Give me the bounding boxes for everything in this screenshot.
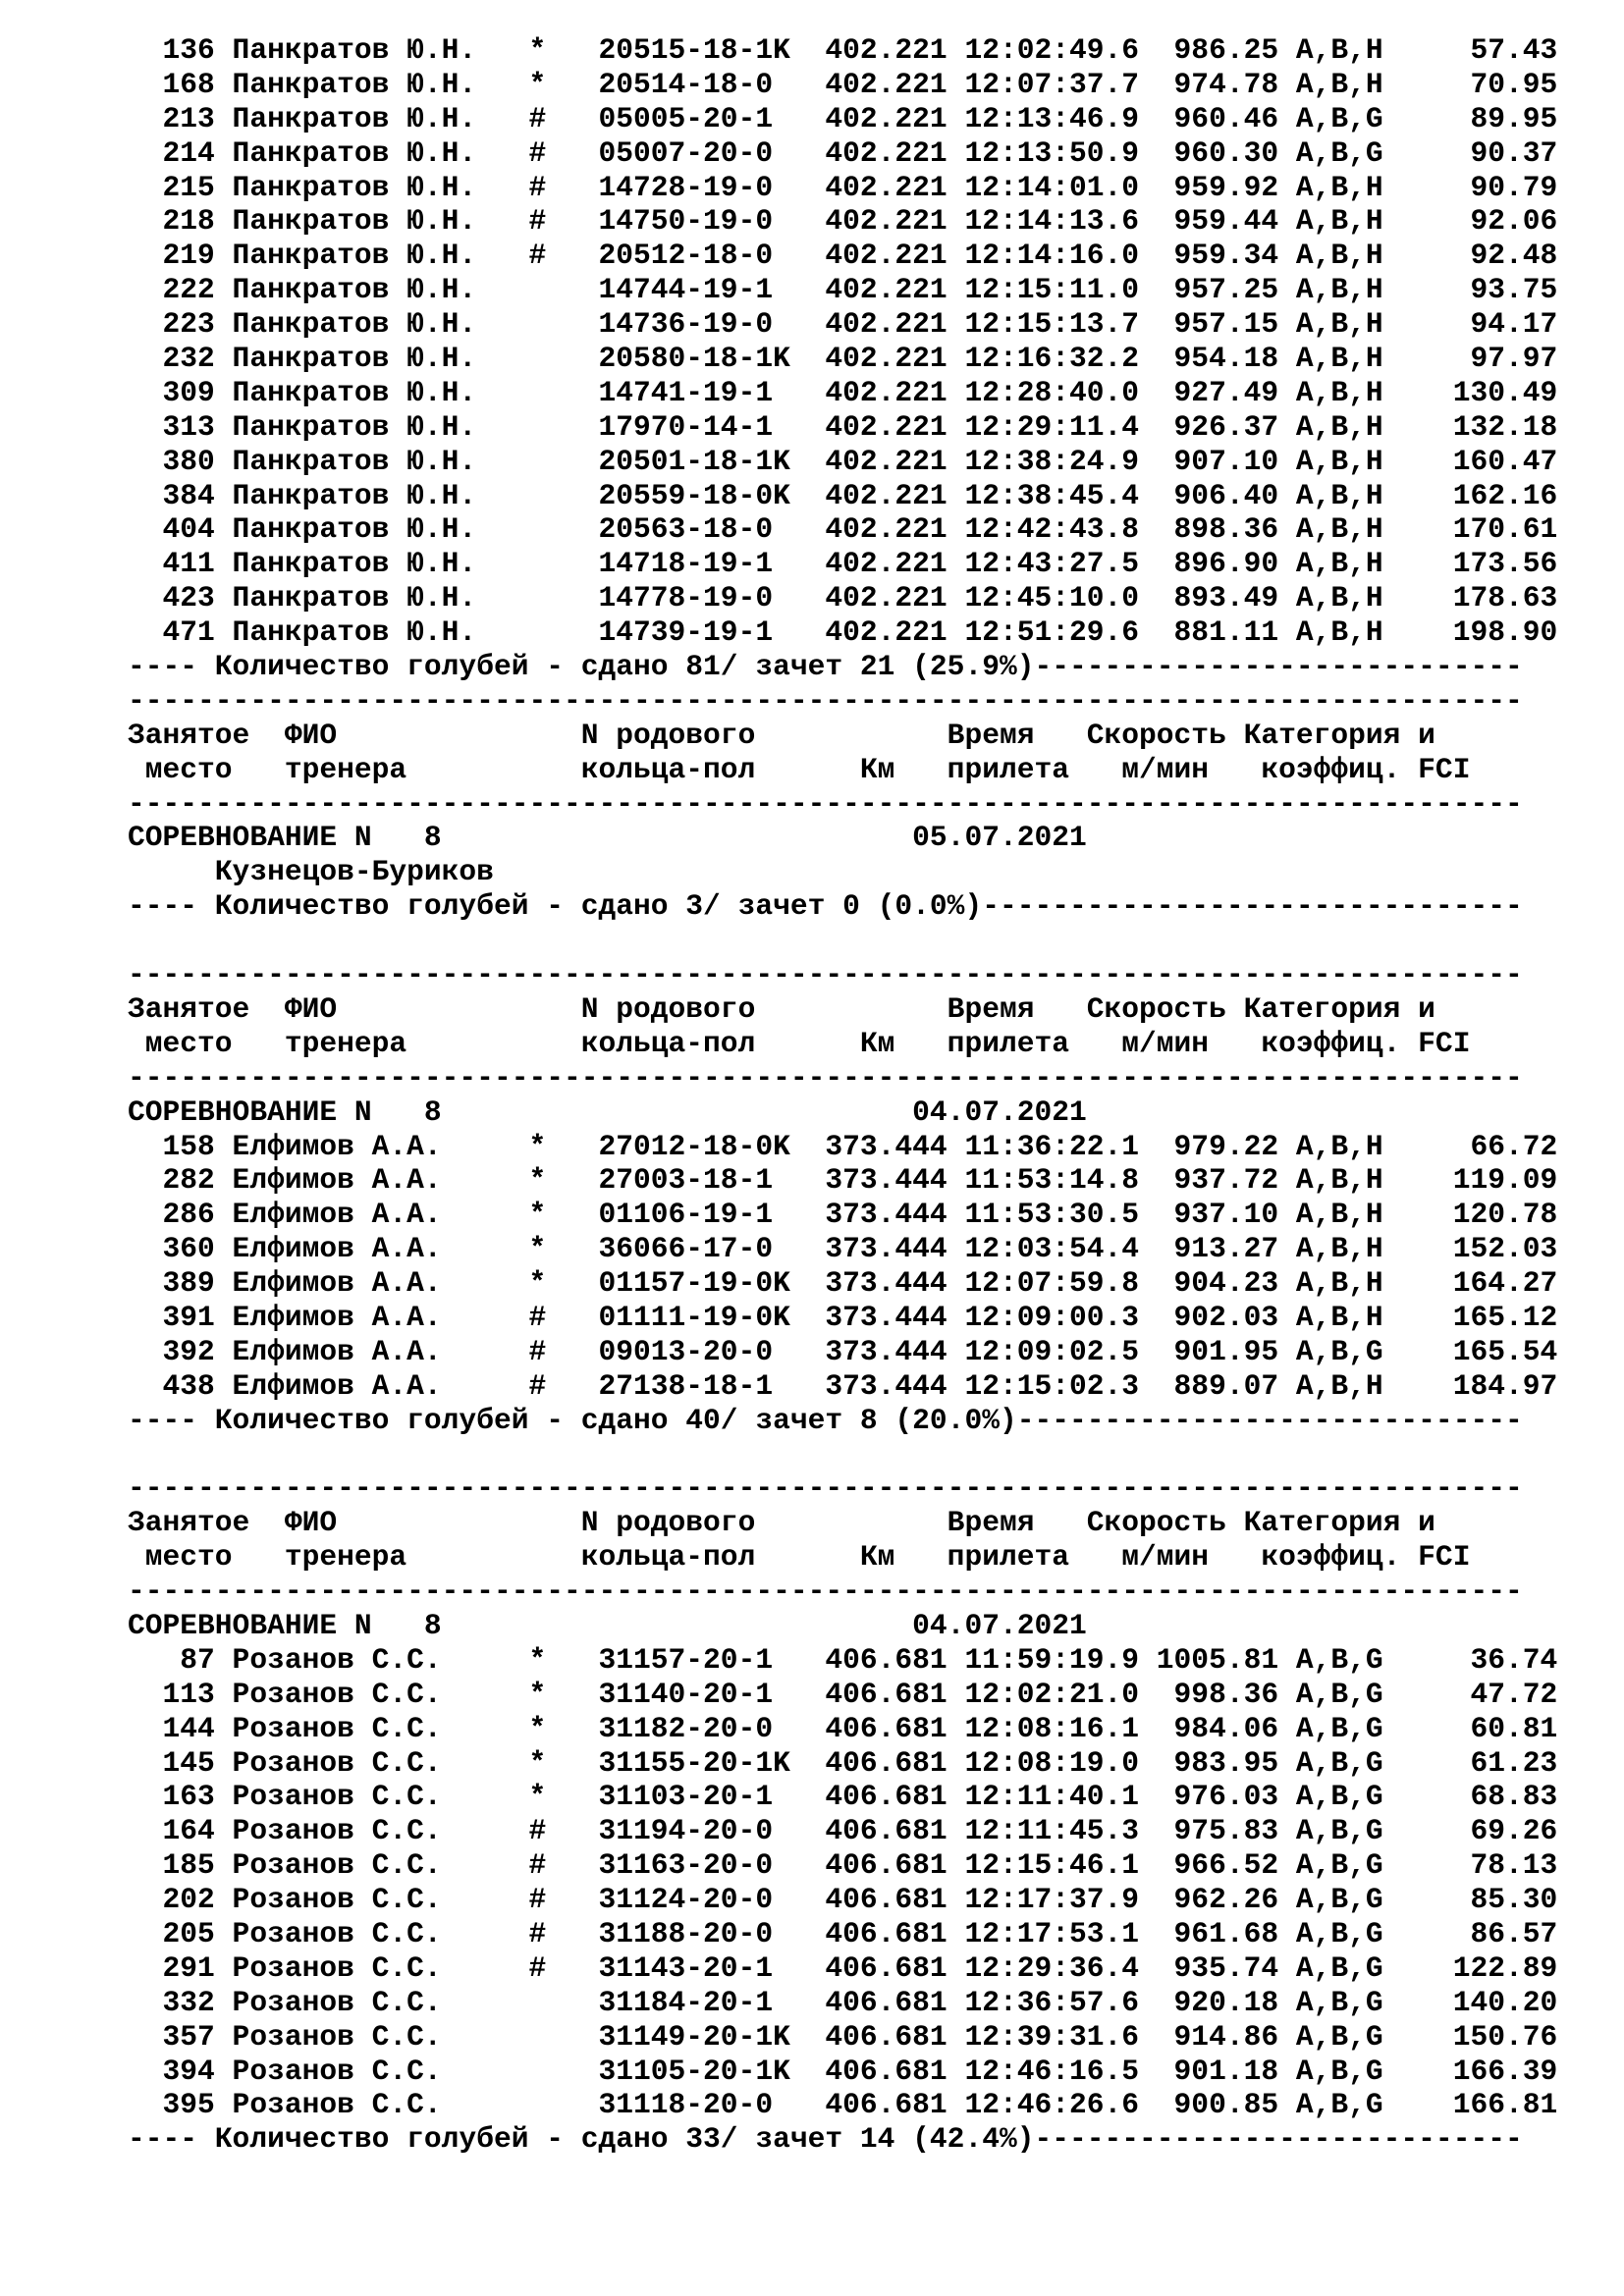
report-line: 395 Розанов С.С. 31118-20-0 406.681 12:46:26.6 900.85 A,B,G 166.81 <box>128 2088 1558 2122</box>
report-line: 144 Розанов С.С. * 31182-20-0 406.681 12:08:16.1 984.06 A,B,G 60.81 <box>128 1711 1558 1745</box>
report-line: Кузнецов-Буриков <box>128 855 494 889</box>
report-line: 286 Елфимов А.А. * 01106-19-1 373.444 11:53:30.5 937.10 A,B,H 120.78 <box>128 1198 1558 1232</box>
report-line: 202 Розанов С.С. # 31124-20-0 406.681 12:17:37.9 962.26 A,B,G 85.30 <box>128 1883 1558 1917</box>
report-line: 222 Панкратов Ю.Н. 14744-19-1 402.221 12:15:11.0 957.25 A,B,H 93.75 <box>128 273 1558 307</box>
report-line: 232 Панкратов Ю.Н. 20580-18-1K 402.221 12:16:32.2 954.18 A,B,H 97.97 <box>128 342 1558 376</box>
blank-line <box>128 1438 1557 1472</box>
report-line: 392 Елфимов А.А. # 09013-20-0 373.444 12:09:02.5 901.95 A,B,G 165.54 <box>128 1334 1558 1368</box>
report-line: ---- Количество голубей - сдано 40/ зачет 8 (20.0%)----------------------------- <box>128 1403 1523 1437</box>
report-line: -------------------------------------------------------------------------------- <box>128 958 1523 992</box>
report-line: 423 Панкратов Ю.Н. 14778-19-0 402.221 12:45:10.0 893.49 A,B,H 178.63 <box>128 581 1558 615</box>
report-line: 332 Розанов С.С. 31184-20-1 406.681 12:36:57.6 920.18 A,B,G 140.20 <box>128 1985 1558 2019</box>
report-line: СОРЕВНОВАНИЕ N 8 05.07.2021 <box>128 821 1087 855</box>
report-line: -------------------------------------------------------------------------------- <box>128 1471 1523 1506</box>
report-line: 313 Панкратов Ю.Н. 17970-14-1 402.221 12:29:11.4 926.37 A,B,H 132.18 <box>128 409 1558 444</box>
results-report <box>128 33 1557 2157</box>
report-line: 357 Розанов С.С. 31149-20-1K 406.681 12:39:31.6 914.86 A,B,G 150.76 <box>128 2019 1558 2054</box>
report-line: 205 Розанов С.С. # 31188-20-0 406.681 12:17:53.1 961.68 A,B,G 86.57 <box>128 1916 1558 1950</box>
report-line: -------------------------------------------------------------------------------- <box>128 786 1523 821</box>
report-line: 136 Панкратов Ю.Н. * 20515-18-1K 402.221 12:02:49.6 986.25 A,B,H 57.43 <box>128 33 1558 67</box>
report-line: 391 Елфимов А.А. # 01111-19-0K 373.444 12:09:00.3 902.03 A,B,H 165.12 <box>128 1300 1558 1334</box>
report-line: 168 Панкратов Ю.Н. * 20514-18-0 402.221 12:07:37.7 974.78 A,B,H 70.95 <box>128 67 1558 101</box>
report-line: 394 Розанов С.С. 31105-20-1K 406.681 12:46:16.5 901.18 A,B,G 166.39 <box>128 2054 1558 2088</box>
report-line: 471 Панкратов Ю.Н. 14739-19-1 402.221 12:51:29.6 881.11 A,B,H 198.90 <box>128 615 1558 650</box>
report-line: место тренера кольца-пол Км прилета м/мин коэффиц. FCI <box>128 1026 1471 1060</box>
report-line: -------------------------------------------------------------------------------- <box>128 683 1523 718</box>
report-line: Занятое ФИО N родового Время Скорость Категория и <box>128 1506 1435 1540</box>
report-line: 164 Розанов С.С. # 31194-20-0 406.681 12:11:45.3 975.83 A,B,G 69.26 <box>128 1814 1558 1848</box>
report-line: 219 Панкратов Ю.Н. # 20512-18-0 402.221 12:14:16.0 959.34 A,B,H 92.48 <box>128 239 1558 273</box>
report-line: 309 Панкратов Ю.Н. 14741-19-1 402.221 12:28:40.0 927.49 A,B,H 130.49 <box>128 375 1558 409</box>
report-line: Занятое ФИО N родового Время Скорость Категория и <box>128 991 1435 1026</box>
blank-line <box>128 924 1557 958</box>
report-line: 213 Панкратов Ю.Н. # 05005-20-1 402.221 12:13:46.9 960.46 A,B,G 89.95 <box>128 101 1558 135</box>
report-line: ---- Количество голубей - сдано 33/ зачет 14 (42.4%)---------------------------- <box>128 2122 1523 2157</box>
report-line: 163 Розанов С.С. * 31103-20-1 406.681 12:11:40.1 976.03 A,B,G 68.83 <box>128 1780 1558 1814</box>
report-line: 215 Панкратов Ю.Н. # 14728-19-0 402.221 12:14:01.0 959.92 A,B,H 90.79 <box>128 170 1558 204</box>
report-line: Занятое ФИО N родового Время Скорость Категория и <box>128 718 1435 752</box>
report-line: 411 Панкратов Ю.Н. 14718-19-1 402.221 12:43:27.5 896.90 A,B,H 173.56 <box>128 547 1558 581</box>
report-line: 87 Розанов С.С. * 31157-20-1 406.681 11:59:19.9 1005.81 A,B,G 36.74 <box>128 1642 1558 1677</box>
report-line: СОРЕВНОВАНИЕ N 8 04.07.2021 <box>128 1095 1087 1129</box>
report-line: 291 Розанов С.С. # 31143-20-1 406.681 12:29:36.4 935.74 A,B,G 122.89 <box>128 1950 1558 1985</box>
report-line: 380 Панкратов Ю.Н. 20501-18-1K 402.221 12:38:24.9 907.10 A,B,H 160.47 <box>128 444 1558 478</box>
report-line: место тренера кольца-пол Км прилета м/мин коэффиц. FCI <box>128 1540 1471 1575</box>
report-line: 185 Розанов С.С. # 31163-20-0 406.681 12:15:46.1 966.52 A,B,G 78.13 <box>128 1848 1558 1883</box>
report-line: 404 Панкратов Ю.Н. 20563-18-0 402.221 12:42:43.8 898.36 A,B,H 170.61 <box>128 512 1558 547</box>
report-line: СОРЕВНОВАНИЕ N 8 04.07.2021 <box>128 1608 1087 1642</box>
report-line: 158 Елфимов А.А. * 27012-18-0K 373.444 11:36:22.1 979.22 A,B,H 66.72 <box>128 1129 1558 1163</box>
report-line: 384 Панкратов Ю.Н. 20559-18-0K 402.221 12:38:45.4 906.40 A,B,H 162.16 <box>128 478 1558 512</box>
report-line: 145 Розанов С.С. * 31155-20-1K 406.681 12:08:19.0 983.95 A,B,G 61.23 <box>128 1745 1558 1780</box>
report-line: 360 Елфимов А.А. * 36066-17-0 373.444 12:03:54.4 913.27 A,B,H 152.03 <box>128 1232 1558 1266</box>
report-line: -------------------------------------------------------------------------------- <box>128 1060 1523 1095</box>
report-line: 113 Розанов С.С. * 31140-20-1 406.681 12:02:21.0 998.36 A,B,G 47.72 <box>128 1677 1558 1711</box>
report-line: 223 Панкратов Ю.Н. 14736-19-0 402.221 12:15:13.7 957.15 A,B,H 94.17 <box>128 307 1558 342</box>
report-line: 438 Елфимов А.А. # 27138-18-1 373.444 12:15:02.3 889.07 A,B,H 184.97 <box>128 1368 1558 1403</box>
report-line: 214 Панкратов Ю.Н. # 05007-20-0 402.221 12:13:50.9 960.30 A,B,G 90.37 <box>128 135 1558 170</box>
report-line: ---- Количество голубей - сдано 81/ зачет 21 (25.9%)---------------------------- <box>128 650 1523 684</box>
report-line: -------------------------------------------------------------------------------- <box>128 1575 1523 1609</box>
report-line: место тренера кольца-пол Км прилета м/мин коэффиц. FCI <box>128 752 1471 786</box>
report-line: 218 Панкратов Ю.Н. # 14750-19-0 402.221 12:14:13.6 959.44 A,B,H 92.06 <box>128 204 1558 239</box>
report-line: 389 Елфимов А.А. * 01157-19-0K 373.444 12:07:59.8 904.23 A,B,H 164.27 <box>128 1266 1558 1301</box>
report-line: 282 Елфимов А.А. * 27003-18-1 373.444 11:53:14.8 937.72 A,B,H 119.09 <box>128 1163 1558 1198</box>
report-line: ---- Количество голубей - сдано 3/ зачет 0 (0.0%)------------------------------- <box>128 889 1523 924</box>
